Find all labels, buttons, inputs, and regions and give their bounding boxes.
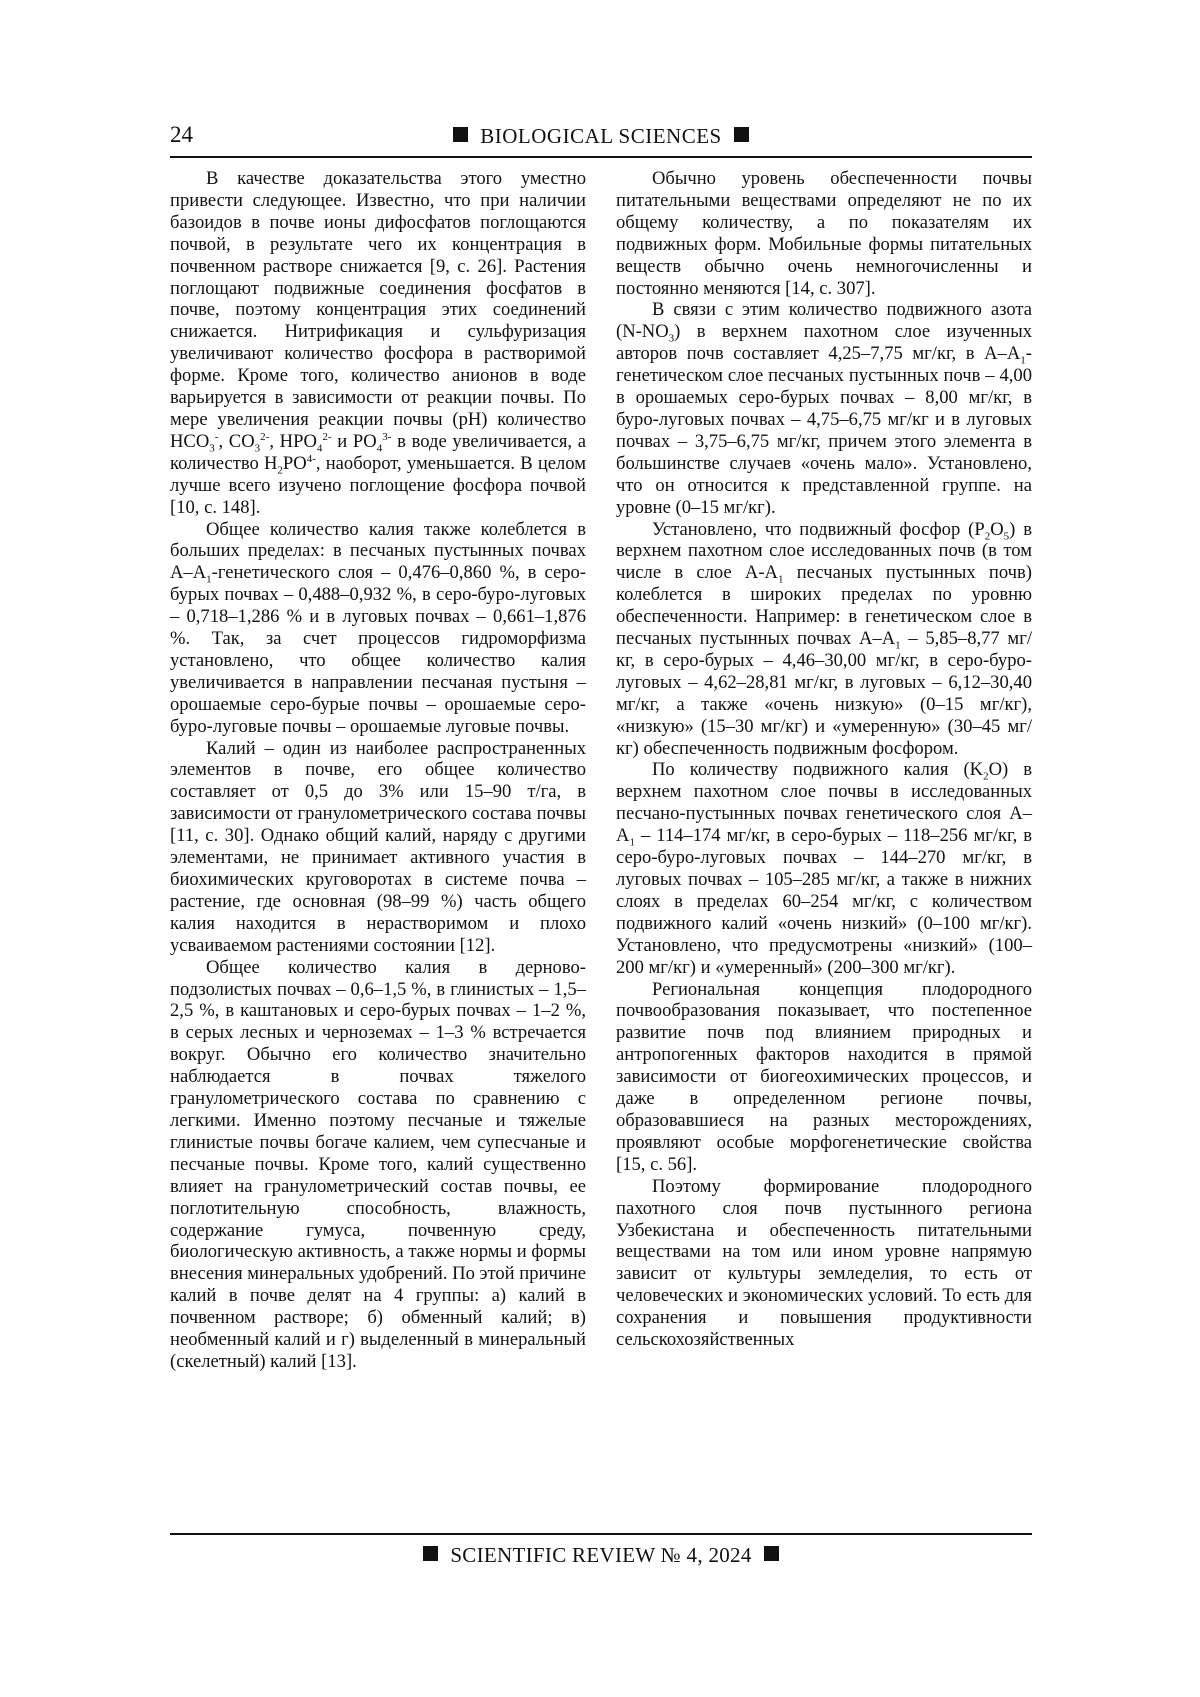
paragraph: В связи с этим количество подвижного азота $(N-NO_3)$ в верхнем пахотном слое изученных авторов почв составляет 4,25–7,75 мг/кг, в $А-А_1$-генетическом слое песчаных пустынных почв – 4,00 в орошаемых серо-бурых почвах – 8,00 мг/кг, в буро-луговых почвах – 4,75–6,75 мг/кг и в луговых почвах – 3,75–6,75 мг/кг, причем этого элемента в большинстве случаев «очень мало». Установлено, что он относится к представленной группе. на уровне (0–15 мг/кг). [616,299,1032,518]
paragraph: Обычно уровень обеспеченности почвы питательными веществами определяют не по их общему количеству, а по показателям их подвижных форм. Мобильные формы питательных веществ обычно очень немногочисленны и постоянно меняются [14, с. 307]. [616,168,1032,299]
right-column [616,168,1032,1351]
square-bullet-icon [734,127,749,142]
paragraph: В качестве доказательства этого уместно привести следующее. Известно, что при наличии базоидов в почве ионы дифосфатов поглощаются почвой, в результате чего их концентрация в почвенном растворе снижается [9, с. 26]. Растения поглощают подвижные соединения фосфатов в почве, поэтому концентрация этих соединений снижается. Нитрификация и сульфуризация увеличивают количество фосфора в растворимой форме. Кроме того, количество анионов в воде варьируется в зависимости от реакции почвы. По мере увеличения реакции почвы (pH) количество $HCO_3^-$, $CO_3^{2-}$, $HPO_4^{2-}$ и $PO_4^{3-}$ в воде увеличивается, а количество $H_2PO^{4-}$, наоборот, уменьшается. В целом лучше всего изучено поглощение фосфора почвой [10, с. 148]. [170,168,587,518]
journal-section: BIOLOGICAL SCIENCES [480,124,722,148]
paragraph: Поэтому формирование плодородного пахотного слоя почв пустынного региона Узбекистана и обеспеченность питательными веществами на том или ином уровне напрямую зависит от культуры земледелия, то есть от человеческих и экономических условий. То есть для сохранения и повышения продуктивности сельскохозяйственных [616,1175,1032,1351]
running-head [170,124,1032,149]
paragraph: Общее количество калия в дерново-подзолистых почвах – 0,6–1,5 %, в глинистых – 1,5–2,5 %, в каштановых и серо-бурых почвах – 1–2 %, в серых лесных и черноземах – 1–3 % встречается вокруг. Обычно его количество значительно наблюдается в почвах тяжелого гранулометрического состава по сравнению с легкими. Именно поэтому песчаные и тяжелые глинистые почвы богаче калием, чем супесчаные и песчаные почвы. Кроме того, калий существенно влияет на гранулометрический состав почвы, ее поглотительную способность, влажность, содержание гумуса, почвенную среду, биологическую активность, а также нормы и формы внесения минеральных удобрений. По этой причине калий в почве делят на 4 группы: а) калий в почвенном растворе; б) обменный калий; в) необменный калий и г) выделенный в минеральный (скелетный) калий [13]. [170,956,586,1372]
paragraph: По количеству подвижного калия $(K_2O)$ в верхнем пахотном слое почвы в исследованных песчано-пустынных почвах генетического слоя $А-А_1 - 114-174$ мг/кг, в серо-бурых – 118–256 мг/кг, в серо-буро-луговых почвах – 144–270 мг/кг, в луговых почвах – 105–285 мг/кг, а также в нижних слоях в пределах 60–254 мг/кг, с количеством подвижного калий «очень низкий» (0–100 мг/кг). Установлено, что предусмотрены «низкий» (100–200 мг/кг) и «умеренный» (200–300 мг/кг). [616,759,1032,978]
running-foot [170,1543,1032,1568]
square-bullet-icon [423,1546,438,1561]
paragraph: Региональная концепция плодородного почвообразования показывает, что постепенное развитие почв под влиянием природных и антропогенных факторов находится в прямой зависимости от биогеохимических процессов, и даже в определенном регионе почвы, образовавшиеся на разных месторождениях, проявляют особые морфогенетические свойства [15, с. 56]. [616,978,1032,1175]
square-bullet-icon [764,1546,779,1561]
page-number: 24 [170,122,193,147]
footer-rule [170,1533,1032,1535]
paragraph: Установлено, что подвижный фосфор $(P_2O_5)$ в верхнем пахотном слое исследованных почв (в том числе в слое $А-А_1$ песчаных пустынных почв) колеблется в широких пределах по уровню обеспеченности. Например: в генетическом слое в песчаных пустынных почвах $А-А_1 - 5,85-8,77$ мг/кг, в серо-бурых – 4,46–30,00 мг/кг, в серо-буро-луговых – 4,62–28,81 мг/кг, в луговых – 6,12–30,40 мг/кг, а также «очень низкую» (0–15 мг/кг), «низкую» (15–30 мг/кг) и «умеренную» (30–45 мг/кг) обеспеченность подвижным фосфором. [616,518,1032,759]
paragraph: Калий – один из наиболее распространенных элементов в почве, его общее количество составляет от 0,5 до 3% или 15–90 т/га, в зависимости от гранулометрического состава почвы [11, с. 30]. Однако общий калий, наряду с другими элементами, не принимает активного участия в биохимических круговоротах в системе почва – растение, где основная (98–99 %) часть общего калия находится в нерастворимом и плохо усваиваемом растениями состоянии [12]. [170,737,586,956]
paragraph: Общее количество калия также колеблется в больших пределах: в песчаных пустынных почвах $А-А_1$-генетического слоя – 0,476–0,860 %, в серо-бурых почвах – 0,488–0,932 %, в серо-буро-луговых – 0,718–1,286 % и в луговых почвах – 0,661–1,876 %. Так, за счет процессов гидроморфизма установлено, что общее количество калия увеличивается в направлении песчаная пустыня – орошаемые серо-бурые почвы – орошаемые серо-буро-луговые почвы – орошаемые луговые почвы. [170,518,586,737]
journal-issue: SCIENTIFIC REVIEW № 4, 2024 [450,1543,752,1567]
header-rule [170,156,1032,158]
square-bullet-icon [453,127,468,142]
left-column [170,168,586,1373]
